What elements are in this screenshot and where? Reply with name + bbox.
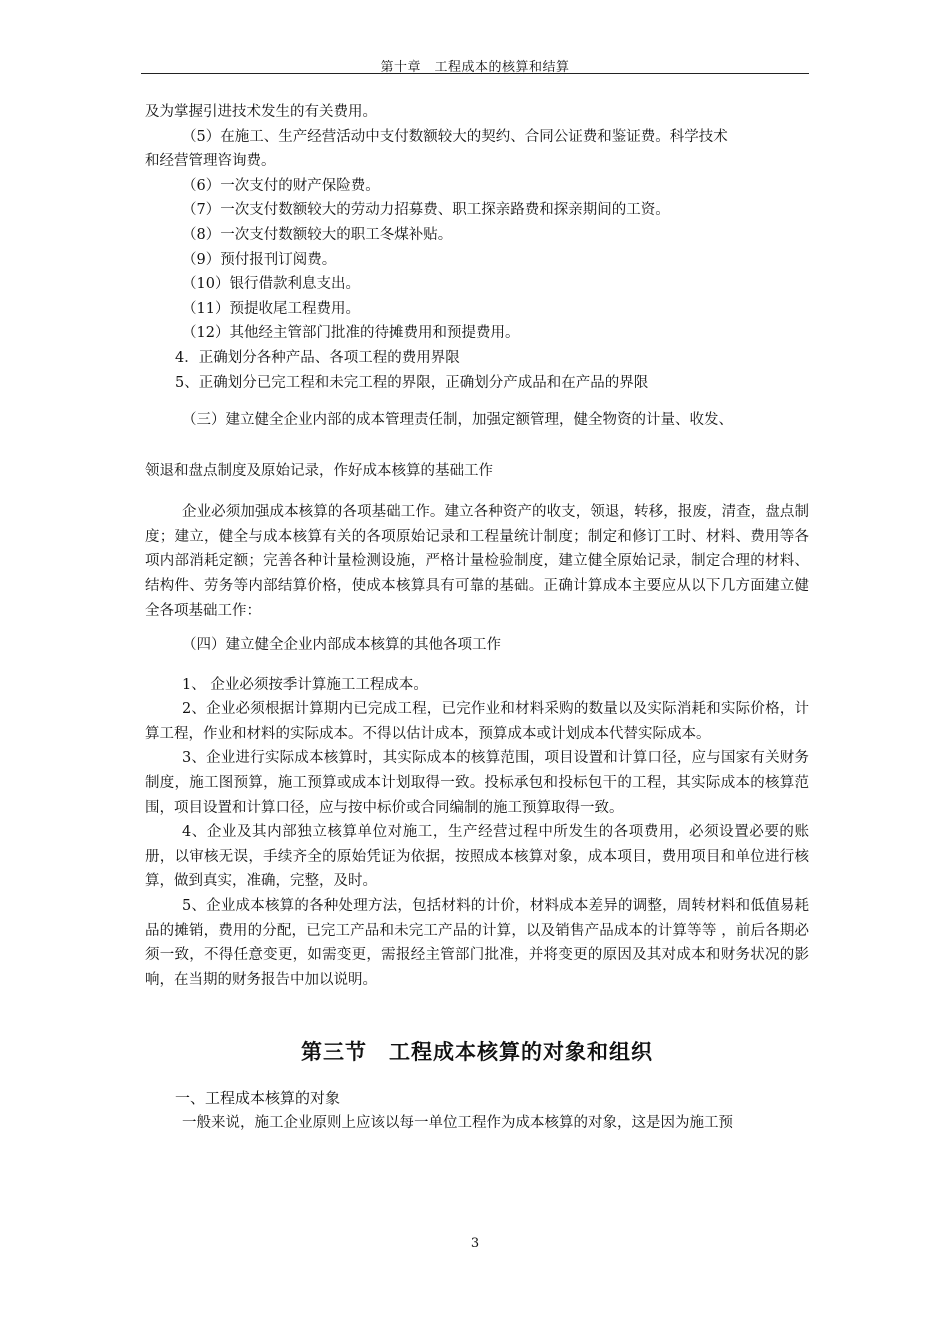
page-header: 第十章 工程成本的核算和结算 — [380, 60, 570, 75]
paragraph: 4、企业及其内部独立核算单位对施工，生产经营过程中所发生的各项费用，必须设置必要的账册，以审核无误，手续齐全的原始凭证为依据，按照成本核算对象，成本项目，费用项目和单位进行核算，做到真实，准确，完整，及时。 — [145, 824, 809, 890]
header-rule — [141, 73, 809, 74]
list-item-continuation: 和经营管理咨询费。 — [145, 153, 276, 170]
list-item: 4．正确划分各种产品、各项工程的费用界限 — [175, 349, 460, 366]
sub-title: 一、工程成本核算的对象 — [175, 1089, 341, 1108]
heading-4: （四）建立健全企业内部成本核算的其他各项工作 — [182, 637, 501, 654]
paragraph: 2、企业必须根据计算期内已完成工程，已完作业和材料采购的数量以及实际消耗和实际价格，计算工程，作业和材料的实际成本。不得以估计成本，预算成本或计划成本代替实际成本。 — [145, 701, 809, 742]
body-line: 及为掌握引进技术发生的有关费用。 — [145, 104, 377, 120]
list-item: （5）在施工、生产经营活动中支付数额较大的契约、合同公证费和鉴证费。科学技术 — [182, 128, 728, 145]
heading-3-line-2: 领退和盘点制度及原始记录，作好成本核算的基础工作 — [145, 463, 493, 480]
page-content — [145, 100, 809, 1136]
page-number: 3 — [470, 1236, 480, 1251]
list-item: （9）预付报刊订阅费。 — [182, 251, 337, 268]
list-item: （7）一次支付数额较大的劳动力招募费、职工探亲路费和探亲期间的工资。 — [182, 202, 670, 219]
paragraph: 1、 企业必须按季计算施工工程成本。 — [182, 676, 428, 693]
paragraph: 企业必须加强成本核算的各项基础工作。建立各种资产的收支，领退，转移，报废，清查，盘点制度；建立，健全与成本核算有关的各项原始记录和工程量统计制度；制定和修订工时、材料、费用等各项内部消耗定额；完善各种计量检测设施，严格计量检验制度，建立健全原始记录，制定合理的材料、结构件、劳务等内部结算价格，使成本核算具有可靠的基础。正确计算成本主要应从以下几方面建立健全各项基础工作： — [145, 504, 809, 619]
list-item: （11）预提收尾工程费用。 — [182, 300, 360, 317]
heading-3-line-1: （三）建立健全企业内部的成本管理责任制，加强定额管理，健全物资的计量、收发、 — [182, 412, 733, 429]
list-item: （12）其他经主管部门批准的待摊费用和预提费用。 — [182, 325, 520, 342]
paragraph: 3、企业进行实际成本核算时，其实际成本的核算范围，项目设置和计算口径，应与国家有关财务制度，施工图预算，施工预算或成本计划取得一致。投标承包和投标包干的工程，其实际成本的核算范围，项目设置和计算口径，应与按中标价或合同编制的施工预算取得一致。 — [145, 750, 809, 816]
section-title: 第三节 工程成本核算的对象和组织 — [301, 1040, 653, 1065]
list-item: （10）银行借款利息支出。 — [182, 276, 360, 293]
heading-3 — [145, 395, 809, 497]
list-item: （6）一次支付的财产保险费。 — [182, 177, 380, 194]
list-item: 5、正确划分已完工程和未完工程的界限，正确划分产成品和在产品的界限 — [175, 374, 649, 391]
list-item: （8）一次支付数额较大的职工冬煤补贴。 — [182, 226, 453, 243]
paragraph: 5、企业成本核算的各种处理方法，包括材料的计价，材料成本差异的调整，周转材料和低值易耗品的摊销，费用的分配，已完工产品和未完工产品的计算，以及销售产品成本的计算等等 ，前后各期必须一致，不得任意变更，如需变更，需报经主管部门批准，并将变更的原因及其对成本和财务状况的影响，在当期的财务报告中加以说明。 — [145, 898, 809, 988]
paragraph: 一般来说，施工企业原则上应该以每一单位工程作为成本核算的对象，这是因为施工预 — [182, 1115, 733, 1131]
